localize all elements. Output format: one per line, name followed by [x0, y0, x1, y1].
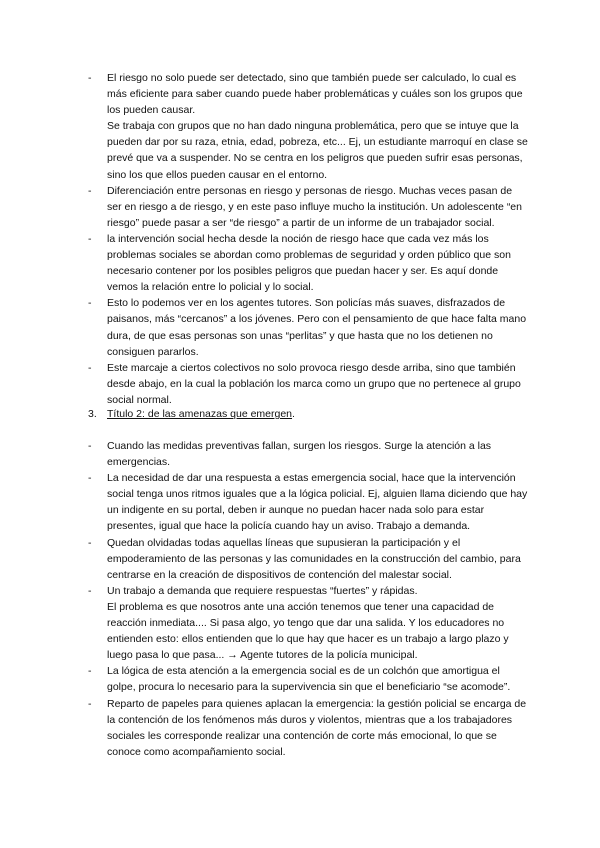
paragraph: Se trabaja con grupos que no han dado ninguna problemática, pero que se intuye que la pueden dar por su raza, etnia, edad, pobreza, etc... Ej, un estudiante marroquí en clase se prevé que va a suspender. No se centra en los peligros que pueden sufrir esas personas, sino los que ellos pueden causar en el entorno.	[107, 120, 528, 181]
list-item	[88, 663, 528, 695]
heading-period: .	[292, 408, 295, 420]
list-item	[88, 231, 528, 295]
bullet-dash: -	[88, 440, 92, 452]
bullet-dash: -	[88, 297, 92, 310]
bullet-list-risk	[88, 70, 528, 408]
list-item	[88, 70, 528, 183]
paragraph: Este marcaje a ciertos colectivos no solo provoca riesgo desde arriba, sino que también desde abajo, en la cual la población los marca como un grupo que no pertenece al grupo social normal.	[107, 361, 521, 406]
bullet-dash: -	[88, 72, 92, 84]
bullet-dash: -	[88, 584, 92, 597]
list-item	[88, 295, 528, 359]
list-item	[88, 696, 528, 760]
paragraph: Esto lo podemos ver en los agentes tutores. Son policías más suaves, disfrazados de paisanos, más “cercanos” a los jóvenes. Pero con el pensamiento de que hace falta mano dura, de que esas personas son unas “perlitas” y que hasta que no los detienen no consiguen pararlos.	[107, 297, 527, 358]
heading-number: 3.	[88, 408, 97, 420]
heading-title: Título 2: de las amenazas que emergen	[107, 408, 293, 420]
bullet-list-emergencies	[88, 438, 528, 760]
list-item	[88, 438, 528, 470]
bullet-dash: -	[88, 184, 92, 197]
list-item	[88, 360, 528, 408]
paragraph: La lógica de esta atención a la emergencia social es de un colchón que amortigua el golpe, procura lo necesario para la supervivencia sin que el beneficiario “se acomode”.	[107, 665, 511, 694]
paragraph: Cuando las medidas preventivas fallan, surgen los riesgos. Surge la atención a las emergencias.	[107, 440, 492, 469]
paragraph: El riesgo no solo puede ser detectado, sino que también puede ser calculado, lo cual es más eficiente para saber cuando puede haber problemáticas y cuáles son los grupos que los pueden causar.	[107, 72, 523, 117]
paragraph: El problema es que nosotros ante una acción tenemos que tener una capacidad de reacción inmediata.... Si pasa algo, yo tengo que dar una salida. Y los educadores no entienden esto: ellos entienden que lo que hay que hacer es un trabajo a largo plazo y luego pasa lo que pasa... → Agente tutores de la policía municipal.	[107, 600, 509, 662]
bullet-dash: -	[88, 472, 92, 485]
paragraph: La necesidad de dar una respuesta a estas emergencia social, hace que la intervención social tenga unos ritmos iguales que a la lógica policial. Ej, alguien llama diciendo que hay un indigente en su portal, deben ir aunque no puedan hacer nada solo para estar presentes, igual que hace la policía cuando hay un aviso. Trabajo a demanda.	[107, 472, 528, 533]
list-item	[88, 535, 528, 583]
bullet-dash: -	[88, 665, 92, 678]
paragraph: Diferenciación entre personas en riesgo y personas de riesgo. Muchas veces pasan de ser en riesgo a de riesgo, y en este paso influye mucho la institución. Un adolescente “en riesgo” puede pasar a ser “de riesgo” a partir de un informe de un trabajador social.	[107, 184, 522, 229]
paragraph: Reparto de papeles para quienes aplacan la emergencia: la gestión policial se encarga de la contención de los fenómenos más duros y violentos, mientras que a los trabajadores sociales les corresponde realizar una contención de corte más emocional, lo que se conoce como acompañamiento social.	[107, 697, 527, 758]
paragraph: Quedan olvidadas todas aquellas líneas que supusieran la participación y el empoderamiento de las personas y las comunidades en la construcción del cambio, para centrarse en la creación de dispositivos de contención del malestar social.	[107, 536, 521, 581]
paragraph: la intervención social hecha desde la noción de riesgo hace que cada vez más los problemas sociales se abordan como problemas de seguridad y orden público que son necesario contener por los posibles peligros que puedan hacer y ser. Es aquí donde vemos la relación entre lo policial y lo social.	[107, 232, 511, 294]
bullet-dash: -	[88, 232, 92, 245]
bullet-dash: -	[88, 536, 92, 549]
list-item	[88, 183, 528, 231]
section-heading	[88, 406, 295, 422]
paragraph: Un trabajo a demanda que requiere respuestas “fuertes” y rápidas.	[107, 584, 418, 597]
bullet-dash: -	[88, 361, 92, 374]
list-item	[88, 583, 528, 663]
bullet-dash: -	[88, 697, 92, 710]
list-item	[88, 470, 528, 534]
